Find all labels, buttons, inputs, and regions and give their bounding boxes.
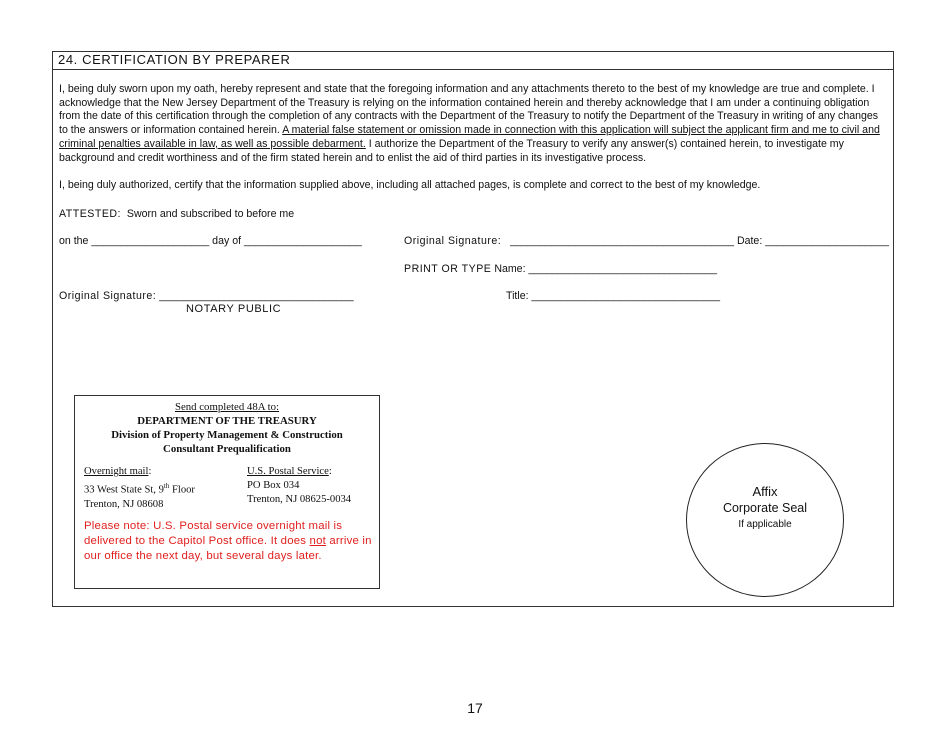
postal-box: PO Box 034 <box>247 480 300 491</box>
note-text-b: arrive in our office the next day, but several days later. <box>84 535 372 562</box>
title-field[interactable]: ________________________________ <box>531 290 721 302</box>
overnight-street-sup: th <box>163 482 170 490</box>
postal-city: Trenton, NJ 08625-0034 <box>247 494 352 505</box>
notary-signature-line <box>59 290 354 302</box>
note-not: not <box>309 535 326 547</box>
note-text-a: Please note: U.S. Postal service overnight mail is delivered to the Capitol Post office. It does <box>84 520 343 547</box>
corporate-seal-circle <box>686 443 844 597</box>
overnight-city: Trenton, NJ 08608 <box>84 498 164 510</box>
postal-warning-note <box>84 519 374 564</box>
overnight-mail-label: Overnight mail <box>84 466 149 477</box>
overnight-mail-address: Overnight mail: 33 West State St, 9th Floor Trenton, NJ 08608 <box>84 466 195 510</box>
postal-service-address: U.S. Postal Service: PO Box 034 Trenton, NJ 08625-0034 <box>247 466 352 505</box>
attested-line <box>59 208 294 220</box>
print-name-line <box>404 263 717 275</box>
unit-name: Consultant Prequalification <box>163 443 291 455</box>
day-of-line[interactable]: on the ____________________ day of ____________________ <box>59 235 362 247</box>
original-signature-line <box>404 235 889 247</box>
certification-paragraph <box>59 83 889 165</box>
notary-public-label: NOTARY PUBLIC <box>186 303 282 315</box>
overnight-street-end: Floor <box>169 484 195 496</box>
title-label: Title: <box>506 290 529 302</box>
seal-affix-label: Affix <box>752 484 778 499</box>
division-name: Division of Property Management & Construction <box>111 429 343 441</box>
name-label: Name: <box>494 263 526 275</box>
date-label: Date: <box>736 235 763 247</box>
cert-text-a: I, being duly sworn upon my oath, hereby represent and state that the foregoing information and any attachments thereto to the best of my knowledge are true and complete. I acknowledge that the New Jersey Department of the Treasury is relying on the information contained herein and thereby acknowledge that I am under a continuing obligation from the date of this certification through the completion of any contracts with the Department of the Treasury to notify the Department of the Treasury in writing of any changes to the answers or information contained herein. <box>59 83 879 137</box>
postal-service-label: U.S. Postal Service <box>247 466 329 477</box>
name-field[interactable]: ________________________________ <box>528 263 718 275</box>
section-title: 24. CERTIFICATION BY PREPARER <box>53 52 893 70</box>
cert-text-b: I authorize the Department of the Treasury to verify any answer(s) contained herein, to investigate my background and credit worthiness and of the firm stated herein and to enlist the aid of third parties in its investigative process. <box>59 137 844 164</box>
mailing-address-box <box>74 395 380 589</box>
attested-label: ATTESTED: <box>59 208 121 220</box>
page-number: 17 <box>467 700 483 716</box>
authorization-paragraph: I, being duly authorized, certify that the information supplied above, including all attached pages, is complete and correct to the best of my knowledge. <box>59 179 761 191</box>
attested-text: Sworn and subscribed to before me <box>126 208 295 220</box>
notary-signature-field[interactable]: _________________________________ <box>159 290 354 302</box>
original-signature-label: Original Signature: <box>404 235 502 247</box>
print-or-type-label: PRINT OR TYPE <box>404 263 492 275</box>
certification-form <box>52 51 894 607</box>
overnight-street: 33 West State St, 9 <box>84 484 164 496</box>
date-field[interactable]: _____________________ <box>765 235 889 247</box>
false-statement-warning: A material false statement or omission made in connection with this application will subject the applicant firm and me to civil and criminal penalties available in law, as well as possible debarment. <box>59 124 880 150</box>
notary-signature-label: Original Signature: <box>59 290 157 302</box>
send-to-label: Send completed 48A to: <box>174 401 280 413</box>
department-name: DEPARTMENT OF THE TREASURY <box>137 415 317 427</box>
original-signature-field[interactable]: ______________________________________ <box>510 235 734 247</box>
title-line <box>506 290 720 302</box>
seal-corporate-label: Corporate Seal <box>722 501 808 515</box>
seal-if-applicable: If applicable <box>738 519 792 530</box>
